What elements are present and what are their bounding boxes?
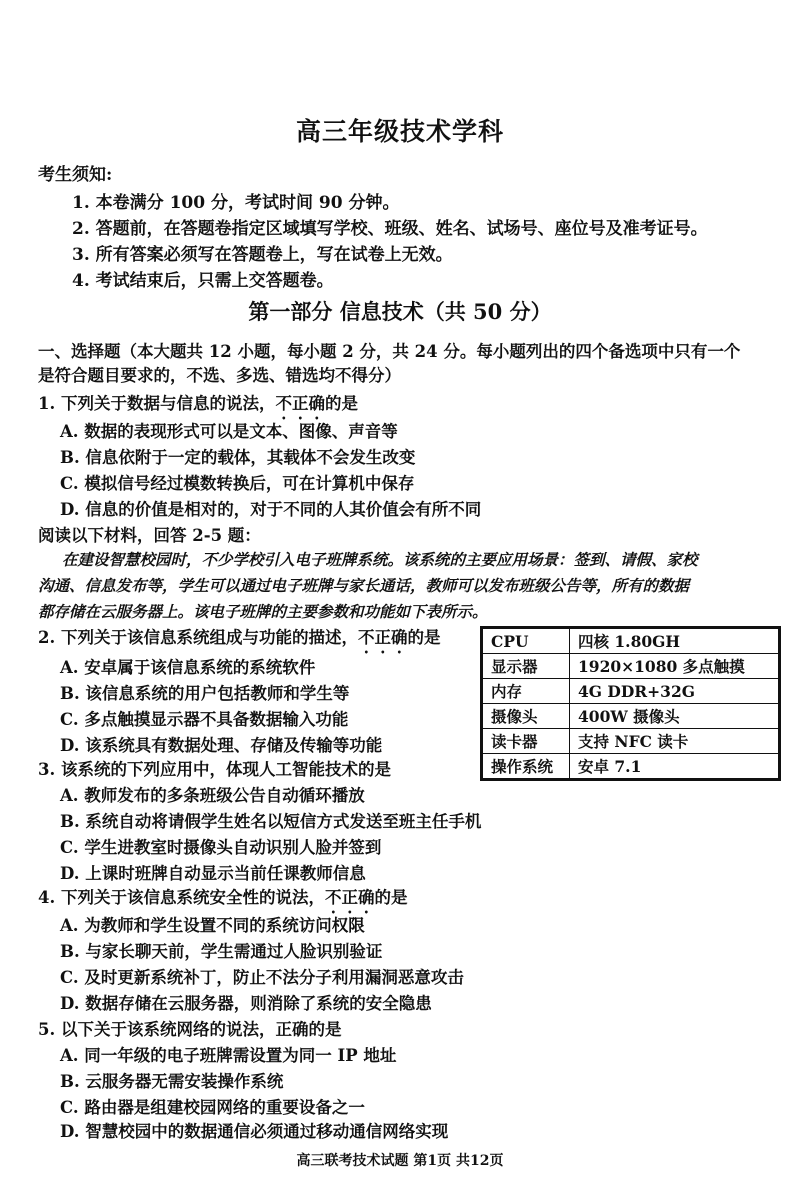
option: C. 学生进教室时摄像头自动识别人脸并签到	[60, 838, 382, 857]
question-1-stem: 1. 下列关于数据与信息的说法，不正确的是	[38, 394, 358, 413]
part-title: 第一部分 信息技术（共 50 分）	[248, 299, 552, 324]
spec-table	[482, 628, 779, 779]
table-row	[483, 654, 779, 679]
option: B. 系统自动将请假学生姓名以短信方式发送至班主任手机	[60, 812, 482, 831]
question-4-stem: 4. 下列关于该信息系统安全性的说法，不正确的是	[38, 888, 408, 907]
table-row	[483, 754, 779, 779]
table-key: 摄像头	[483, 704, 570, 729]
question-3-stem: 3. 该系统的下列应用中，体现人工智能技术的是	[38, 760, 391, 779]
notice-heading: 考生须知:	[38, 165, 113, 185]
table-key: 内存	[483, 679, 570, 704]
option: C. 模拟信号经过模数转换后，可在计算机中保存	[60, 474, 415, 493]
table-key: CPU	[483, 629, 570, 654]
notice-item: 1. 本卷满分 100 分，考试时间 90 分钟。	[72, 193, 400, 213]
option: A. 数据的表现形式可以是文本、图像、声音等	[60, 422, 398, 441]
emphasis-text: 不正确	[275, 394, 325, 413]
table-row	[483, 629, 779, 654]
table-value: 支持 NFC 读卡	[570, 729, 779, 754]
option: C. 路由器是组建校园网络的重要设备之一	[60, 1098, 365, 1117]
question-5-stem: 5. 以下关于该系统网络的说法，正确的是	[38, 1020, 342, 1039]
option: A. 安卓属于该信息系统的系统软件	[60, 658, 316, 677]
option: B. 云服务器无需安装操作系统	[60, 1072, 284, 1091]
notice-item: 2. 答题前，在答题卷指定区域填写学校、班级、姓名、试场号、座位号及准考证号。	[72, 219, 708, 239]
option: B. 与家长聊天前，学生需通过人脸识别验证	[60, 942, 383, 961]
option: B. 该信息系统的用户包括教师和学生等	[60, 684, 350, 703]
question-2-stem: 2. 下列关于该信息系统组成与功能的描述，不正确的是	[38, 628, 441, 647]
reading-text: 沟通、信息发布等，学生可以通过电子班牌与家长通话，教师可以发布班级公告等，所有的数据	[38, 576, 690, 595]
table-row	[483, 729, 779, 754]
page-footer: 高三联考技术试题 第1页 共12页	[296, 1153, 504, 1169]
table-key: 操作系统	[483, 754, 570, 779]
option: A. 为教师和学生设置不同的系统访问权限	[60, 916, 365, 935]
reading-text: 在建设智慧校园时，不少学校引入电子班牌系统。该系统的主要应用场景：签到、请假、家校	[62, 550, 698, 569]
emphasis-text: 不正确	[324, 888, 375, 907]
reading-prompt: 阅读以下材料，回答 2-5 题：	[38, 526, 261, 545]
option: B. 信息依附于一定的载体，其载体不会发生改变	[60, 448, 416, 467]
table-value: 四核 1.80GH	[570, 629, 779, 654]
table-value: 安卓 7.1	[570, 754, 779, 779]
page-title: 高三年级技术学科	[295, 117, 504, 146]
section-intro: 一、选择题（本大题共 12 小题，每小题 2 分，共 24 分。每小题列出的四个备选项中只有一个	[38, 342, 741, 361]
reading-text: 都存储在云服务器上。该电子班牌的主要参数和功能如下表所示。	[38, 602, 488, 621]
option: A. 教师发布的多条班级公告自动循环播放	[60, 786, 365, 805]
option: C. 多点触摸显示器不具备数据输入功能	[60, 710, 349, 729]
table-value: 400W 摄像头	[570, 704, 779, 729]
option: D. 该系统具有数据处理、存储及传输等功能	[60, 736, 383, 755]
option: A. 同一年级的电子班牌需设置为同一 IP 地址	[60, 1046, 397, 1065]
option: D. 信息的价值是相对的，对于不同的人其价值会有所不同	[60, 500, 482, 519]
table-key: 显示器	[483, 654, 570, 679]
notice-item: 4. 考试结束后，只需上交答题卷。	[72, 271, 334, 291]
emphasis-text: 不正确	[357, 628, 408, 647]
table-key: 读卡器	[483, 729, 570, 754]
table-value: 4G DDR+32G	[570, 679, 779, 704]
table-row	[483, 679, 779, 704]
option: D. 智慧校园中的数据通信必须通过移动通信网络实现	[60, 1122, 449, 1141]
section-intro: 是符合题目要求的，不选、多选、错选均不得分）	[38, 366, 401, 385]
option: C. 及时更新系统补丁，防止不法分子利用漏洞恶意攻击	[60, 968, 464, 987]
table-value: 1920×1080 多点触摸	[570, 654, 779, 679]
notice-item: 3. 所有答案必须写在答题卷上，写在试卷上无效。	[72, 245, 453, 265]
option: D. 上课时班牌自动显示当前任课教师信息	[60, 864, 366, 883]
table-row	[483, 704, 779, 729]
option: D. 数据存储在云服务器，则消除了系统的安全隐患	[60, 994, 432, 1013]
